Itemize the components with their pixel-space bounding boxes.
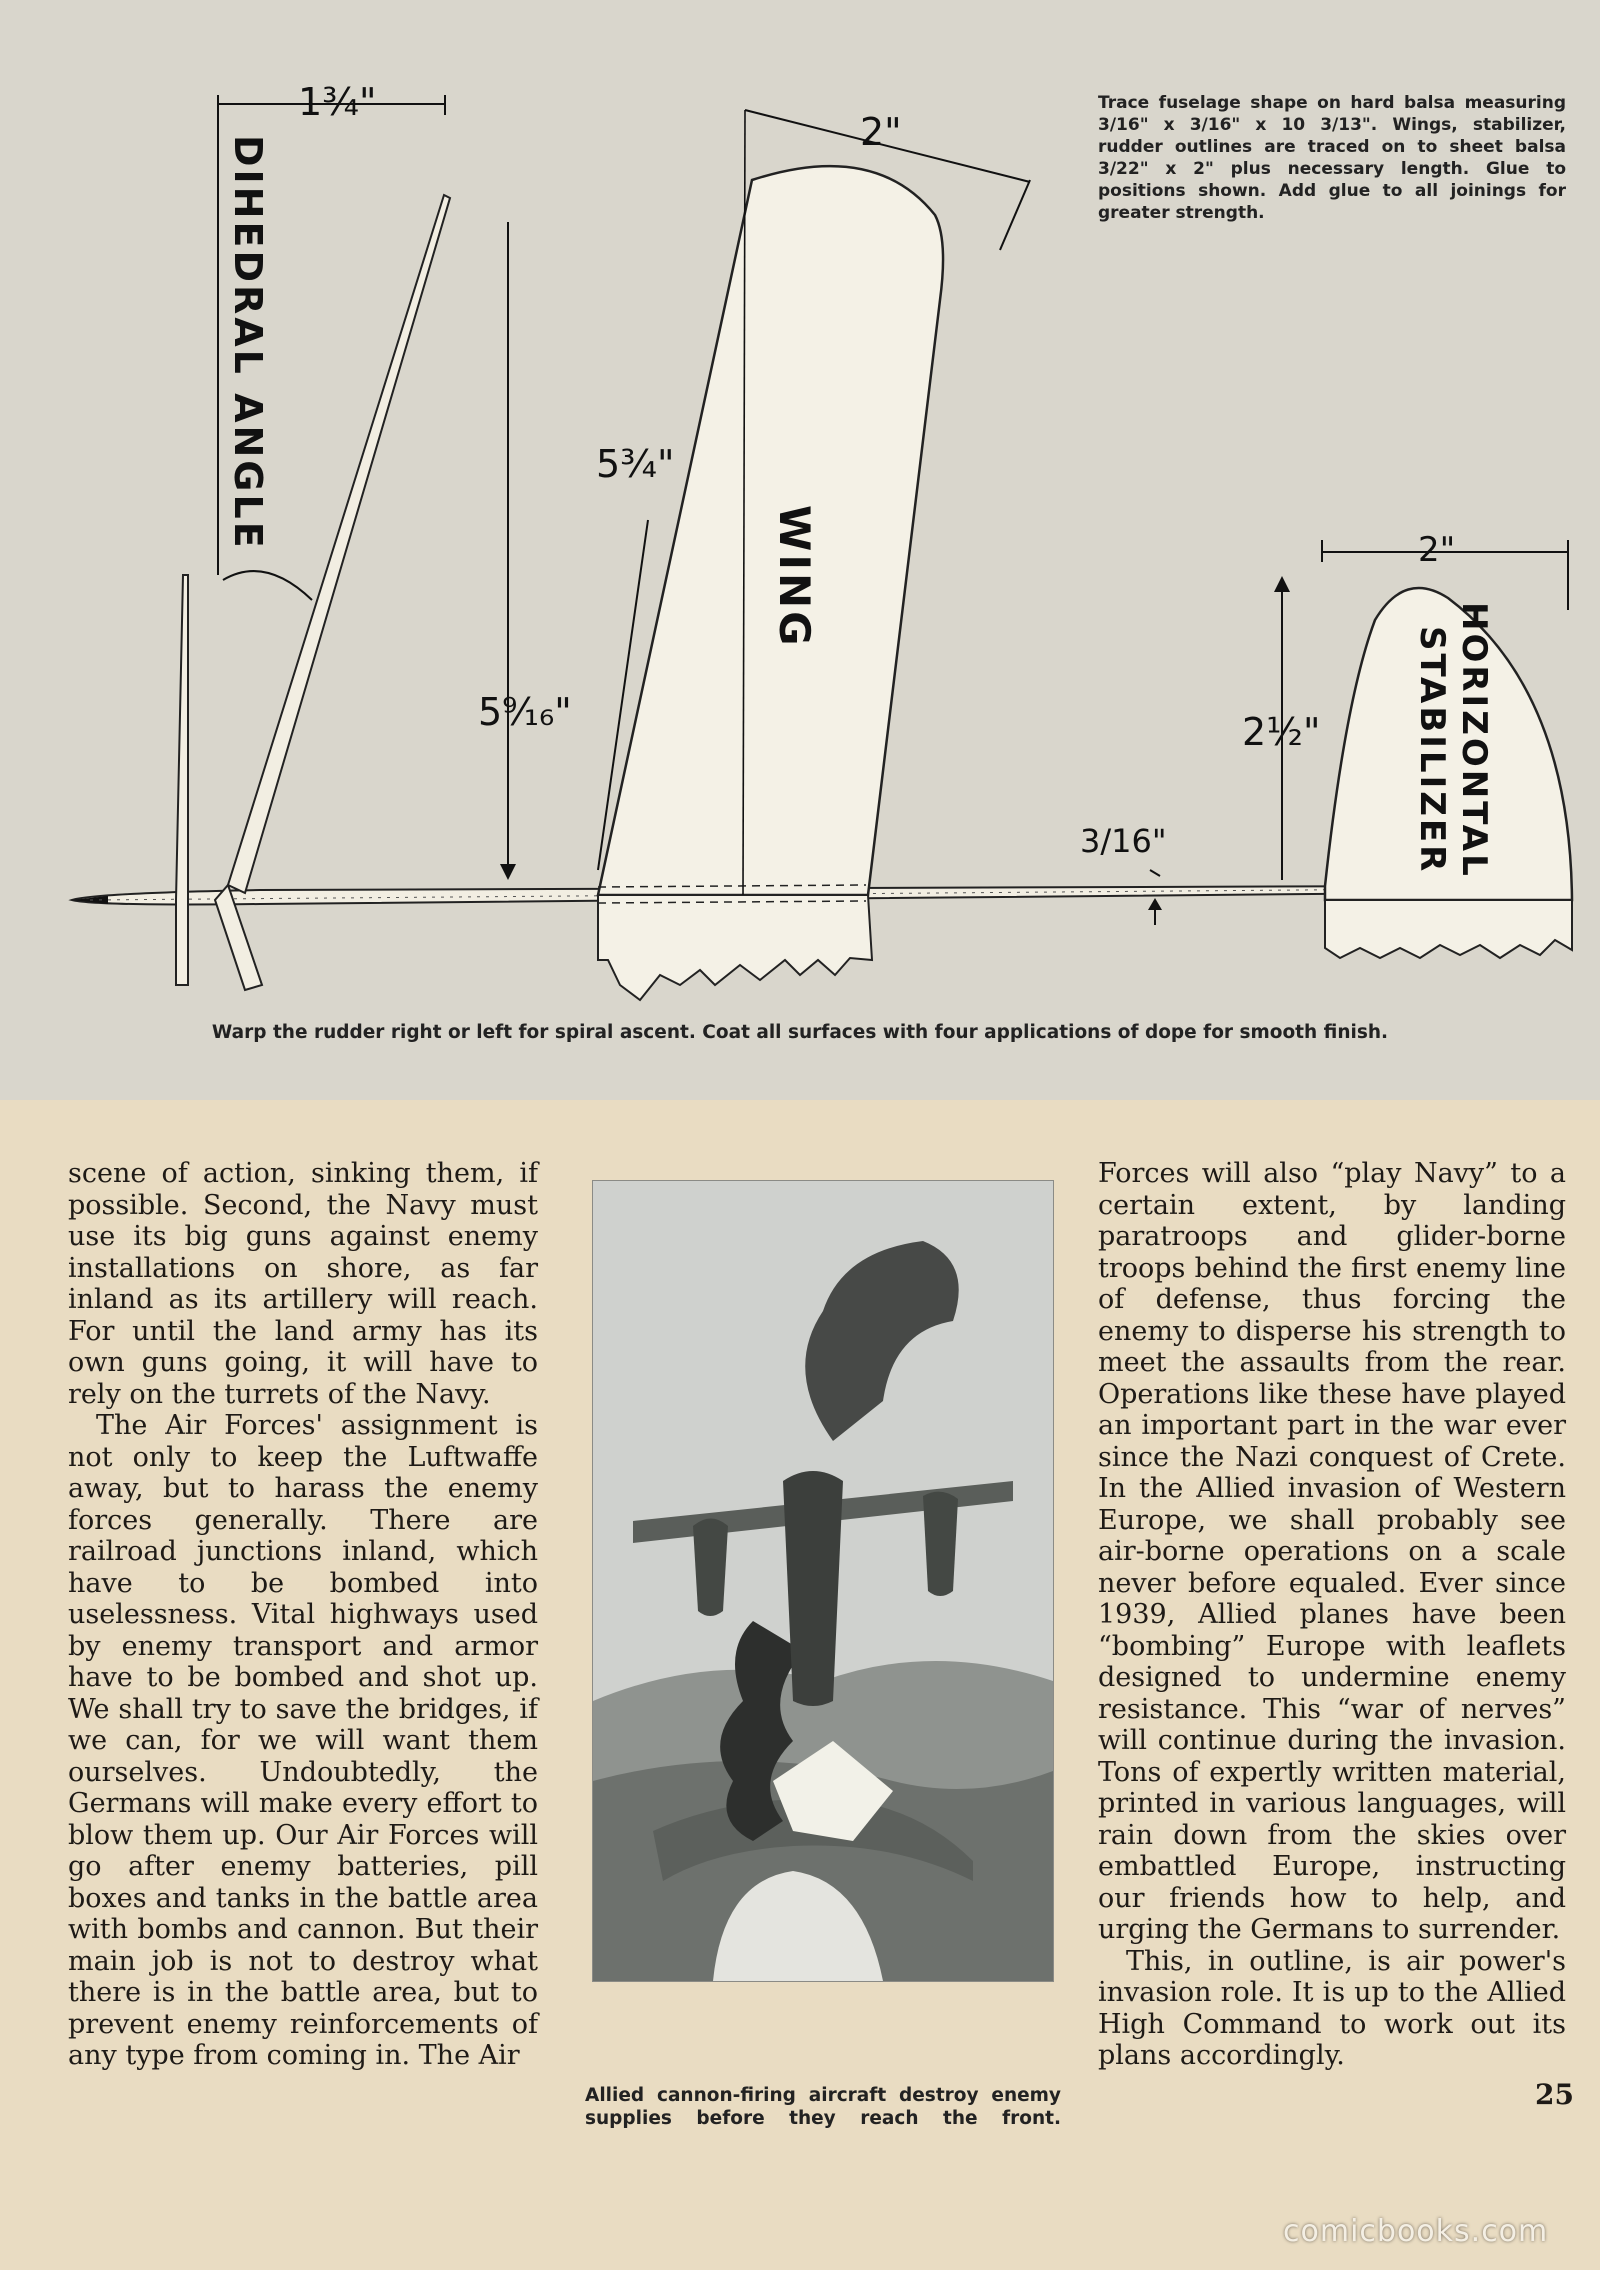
stabilizer-width-label: 2"	[1418, 530, 1456, 570]
paragraph: Forces will also “play Navy” to a certain extent, by landing paratroops and glider-borne troops behind the first enemy line of defense, thus forcing the enemy to disperse his strength to meet the assaults from the rear. Operations like these have played an important part in the war ever since the Nazi conquest of Crete. In the Allied invasion of Western Europe, we shall probably see air-borne operations on a scale never before equaled. Ever since 1939, Allied planes have been “bombing” Europe with leaflets designed to undermine enemy resistance. This “war of nerves” will continue during the invasion. Tons of expertly written material, printed in various languages, will rain down from the skies over embattled Europe, instructing our friends how to help, and urging the Germans to surrender.	[1098, 1158, 1566, 1945]
illustration-drawing	[593, 1181, 1053, 1981]
wing-width-label: 2"	[860, 110, 902, 154]
paragraph: This, in outline, is air power's invasion role. It is up to the Allied High Command to work out its plans accordingly.	[1098, 1945, 1566, 2071]
paragraph: The Air Forces' assignment is not only to keep the Luftwaffe away, but to harass the enemy forces generally. There are railroad junctions inland, which have to be bombed into uselessness. Vital highways used by enemy transport and armor have to be bombed and shot up. We shall try to save the bridges, if we can, for we will want them ourselves. Undoubtedly, the Germans will make every effort to blow them up. Our Air Forces will go after enemy batteries, pill boxes and tanks in the battle area with bombs and cannon. But their main job is not to destroy what there is in the battle area, but to prevent enemy reinforcements of any type from coming in. The Air	[68, 1410, 538, 2071]
rudder-post	[176, 575, 188, 985]
fuselage-thickness-label: 3/16"	[1080, 822, 1167, 860]
model-plane-diagram	[0, 0, 1600, 1100]
dihedral-height-label: 5⁹⁄₁₆"	[478, 690, 572, 734]
dihedral-angle-label: DIHEDRAL ANGLE	[226, 135, 270, 551]
diagram-caption: Warp the rudder right or left for spiral ascent. Coat all surfaces with four applications of dope for smooth finish.	[211, 1022, 1389, 1043]
stabilizer-height-label: 2½"	[1242, 710, 1321, 754]
article-column-1	[68, 1158, 538, 2072]
dihedral-width-label: 1¾"	[298, 80, 377, 124]
paragraph: scene of action, sinking them, if possible. Second, the Navy must use its big guns against enemy installations on shore, as far inland as its artillery will reach. For until the land army has its own guns going, it will have to rely on the turrets of the Navy.	[68, 1158, 538, 1410]
watermark: comicbooks.com	[1283, 2214, 1549, 2249]
wing-label: WING	[770, 505, 819, 649]
aircraft-illustration	[592, 1180, 1054, 1982]
page-number: 25	[1535, 2078, 1574, 2111]
illustration-caption: Allied cannon-firing aircraft destroy enemy supplies before they reach the front.	[585, 2085, 1061, 2129]
stabilizer-label-line2: STABILIZER	[1412, 626, 1452, 875]
article-column-3	[1098, 1158, 1566, 2072]
diagram-instructions: Trace fuselage shape on hard balsa measuring 3/16" x 3/16" x 10 3/13". Wings, stabilizer, rudder outlines are traced on to sheet balsa 3/22" x 2" plus necessary length. Glue to positions shown. Add glue to all joinings for greater strength.	[1098, 93, 1566, 223]
wing-height-label: 5¾"	[596, 442, 675, 486]
stabilizer-label-line1: HORIZONTAL	[1454, 602, 1494, 879]
